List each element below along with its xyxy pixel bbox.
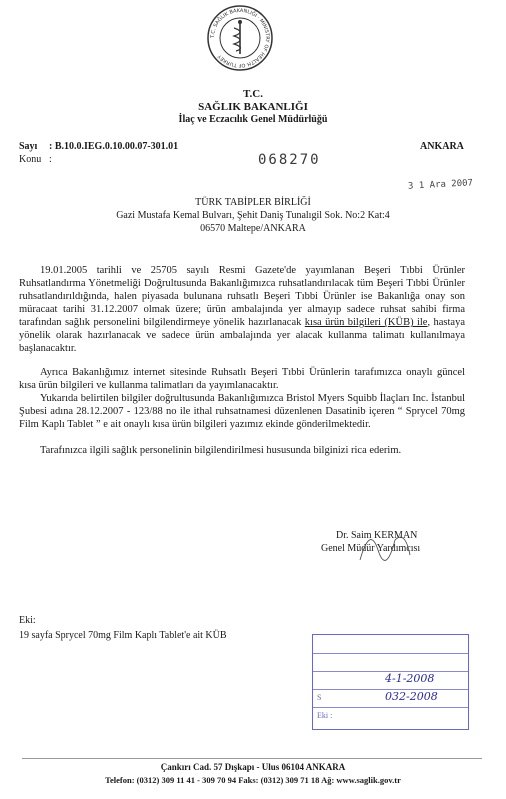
paragraph-1-rest: , hastaya yönelik olarak hazırlanacak ve sadece ürün ambalajında yer alacak kullanma talimatı kullanılmaya başlanacaktır. [19, 317, 466, 354]
body-paragraph-3: Yukarıda belirtilen bilgiler doğrultusunda Bakanlığımızca Bristol Myers Squibb İlaçları Inc. İstanbul Şubesi adına 28.12.2007 - 123/88 no ile ithal ruhsatnamesi düzenlenen Dasatinib içeren “ Sprycel 70mg Film Kaplı Tablet ” e ait onaylı kısa ürün bilgileri yazımız ekinde gönderilmektedir. [19, 393, 465, 430]
stamp-handwritten-date: 4-1-2008 [385, 672, 435, 685]
stamp-row-2 [313, 653, 468, 672]
attachment-label: Eki: [19, 615, 36, 626]
stamp-row-3 [313, 671, 468, 690]
svg-text:T.C. SAĞLIK BAKANLIĞI · MINIST: T.C. SAĞLIK BAKANLIĞI · MINISTRY OF HEALTH OF TURKEY [209, 7, 271, 69]
konu-label: Konu [19, 154, 42, 165]
signature-scribble-icon [350, 520, 420, 570]
stamp-row-4 [313, 689, 468, 708]
city: ANKARA [420, 141, 464, 152]
sayi-value: : B.10.0.IEG.0.10.00.07-301.01 [49, 141, 179, 152]
stamp-row-4-label: S [317, 693, 322, 702]
footer-address: Çankırı Cad. 57 Dışkapı - Ulus 06104 ANKARA [160, 762, 346, 772]
recipient-name: TÜRK TABİPLER BİRLİĞİ [195, 197, 311, 208]
stamp-row-1 [313, 635, 468, 653]
body-paragraph-2: Ayrıca Bakanlığımız internet sitesinde Ruhsatlı Beşeri Tıbbi Ürünlerin tarafımızca onaylı güncel kısa ürün bilgileri ve kullanma talimatları da yayımlanacaktır. [19, 367, 465, 391]
signatory-title: Genel Müdür Yardımcısı [321, 543, 421, 554]
ministry-seal-logo [206, 4, 274, 72]
date-stamp: 3 1 Ara 2007 [407, 178, 474, 192]
signatory-name: Dr. Saim KERMAN [336, 530, 418, 541]
stamp-row-5-label: Eki : [317, 711, 333, 720]
stamp-handwritten-number: 032-2008 [385, 690, 438, 703]
paragraph-1-text: 19.01.2005 tarihli ve 25705 sayılı Resmi Gazete'de yayımlanan Beşeri Tıbbi Ürünler Ruhsatlandırma Yönetmeliği Doğrultusunda Bakanlığımızca ruhsatlandırılacak tüm Beşeri Tıbbi Ürünler ruhsatlandırıldığında, halen piyasada bulunana ruhsatlı Beşeri Tıbbi Ürünler ise Bakanlığa onay son müracaat tarihi 31.12.2007 olmak üzere; ürün ambalajında yer almayıp sadece ruhsat sahibi firma tarafından sağlık personelini bilgilendirmeye yönelik hazırlanacak [19, 265, 465, 328]
registry-number-stamp: 068270 [258, 152, 321, 168]
body-paragraph-4: Tarafınızca ilgili sağlık personelinin bilgilendirilmesi hususunda bilginizi rica ederim. [40, 445, 402, 456]
recipient-address-line1: Gazi Mustafa Kemal Bulvarı, Şehit Daniş Tunalıgil Sok. No:2 Kat:4 [116, 210, 390, 221]
header-ministry: SAĞLIK BAKANLIĞI [198, 101, 308, 113]
konu-value: : [49, 154, 52, 165]
recipient-address-line2: 06570 Maltepe/ANKARA [200, 223, 306, 234]
body-paragraph-1 [19, 264, 465, 355]
kub-underlined: kısa ürün bilgileri (KÜB) ile [304, 317, 428, 328]
header-directorate: İlaç ve Eczacılık Genel Müdürlüğü [178, 114, 328, 125]
header-tc: T.C. [243, 88, 263, 100]
stamp-row-5 [313, 707, 468, 726]
attachment-item: 19 sayfa Sprycel 70mg Film Kaplı Tablet'e ait KÜB [19, 630, 227, 641]
sayi-label: Sayı [19, 141, 38, 152]
received-stamp-box [312, 634, 469, 730]
footer-contact: Telefon: (0312) 309 11 41 - 309 70 94 Faks: (0312) 309 71 18 Ağ: www.saglik.gov.tr [105, 775, 401, 785]
footer-divider [22, 758, 482, 759]
